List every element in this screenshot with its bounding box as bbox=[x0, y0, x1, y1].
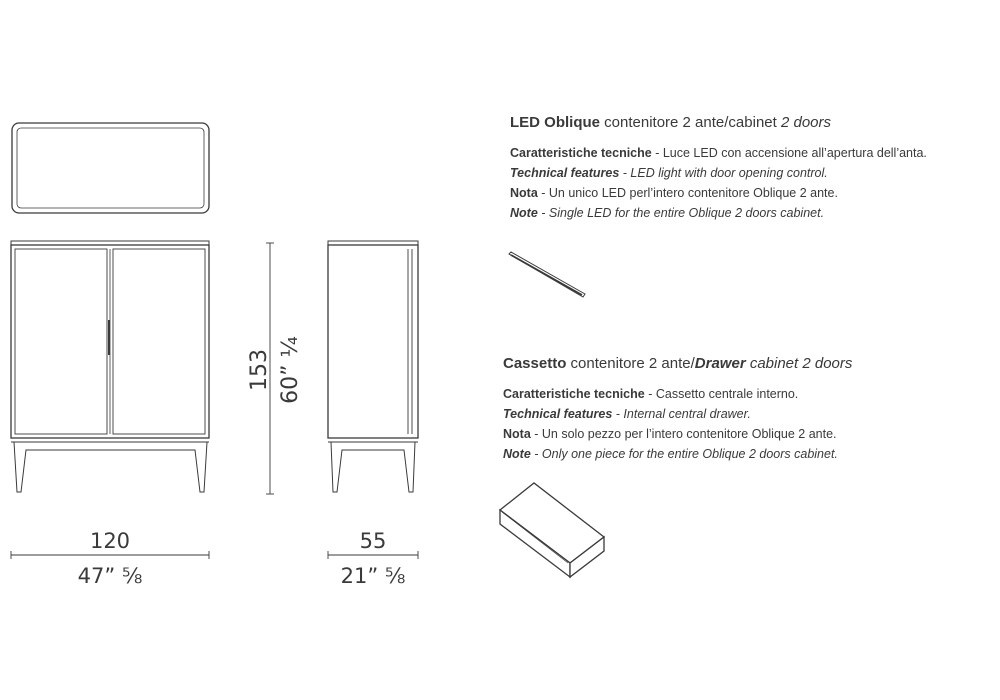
drawer-spec-label: Caratteristiche tecniche bbox=[503, 387, 645, 401]
led-spec-line bbox=[510, 163, 927, 183]
led-spec-line bbox=[510, 183, 927, 203]
cabinet-front-view bbox=[11, 241, 209, 492]
width-in-label: 47” ⅝ bbox=[77, 564, 143, 588]
drawer-title-bold: Cassetto bbox=[503, 355, 567, 372]
led-spec-text: - Un unico LED perl’intero contenitore Oblique 2 ante. bbox=[537, 186, 838, 200]
drawer-title-rest: contenitore 2 ante/ bbox=[566, 355, 695, 372]
drawer-spec-label: Technical features bbox=[503, 407, 613, 421]
drawer-spec-label: Nota bbox=[503, 427, 531, 441]
cabinet-top-view bbox=[12, 123, 209, 213]
led-title-rest: contenitore 2 ante/cabinet bbox=[600, 114, 781, 131]
height-in-label: 60” ¼ bbox=[278, 336, 303, 404]
led-spec-text: - Single LED for the entire Oblique 2 doors cabinet. bbox=[537, 206, 825, 220]
led-spec-label: Technical features bbox=[510, 166, 620, 180]
led-spec-line bbox=[510, 203, 927, 223]
drawer-spec-line bbox=[503, 384, 852, 404]
led-section-title bbox=[510, 114, 927, 131]
drawer-section bbox=[503, 355, 852, 464]
led-section bbox=[510, 114, 927, 223]
led-title-bold: LED Oblique bbox=[510, 114, 600, 131]
drawer-spec-text: - Only one piece for the entire Oblique 2 doors cabinet. bbox=[530, 447, 838, 461]
drawer-title-bold-italic: Drawer bbox=[694, 355, 746, 372]
width-cm-label: 120 bbox=[89, 529, 131, 553]
drawer-spec-text: - Internal central drawer. bbox=[612, 407, 751, 421]
led-spec-label: Caratteristiche tecniche bbox=[510, 146, 652, 160]
drawer-spec-label: Note bbox=[503, 447, 531, 461]
drawer-spec-line bbox=[503, 444, 852, 464]
drawer-section-title bbox=[503, 355, 852, 372]
led-spec-label: Note bbox=[510, 206, 538, 220]
led-spec-line bbox=[510, 143, 927, 163]
drawer-title-italic: cabinet 2 doors bbox=[745, 355, 853, 372]
led-strip-illustration bbox=[509, 252, 585, 297]
led-title-italic: 2 doors bbox=[780, 114, 832, 131]
drawer-illustration bbox=[500, 483, 604, 577]
led-spec-label: Nota bbox=[510, 186, 538, 200]
drawer-spec-text: - Cassetto centrale interno. bbox=[644, 387, 799, 401]
height-cm-label: 153 bbox=[247, 349, 272, 391]
drawer-spec-line bbox=[503, 404, 852, 424]
depth-in-label: 21” ⅝ bbox=[340, 564, 406, 588]
led-spec-text: - Luce LED con accensione all’apertura dell’anta. bbox=[651, 146, 927, 160]
cabinet-side-view bbox=[328, 241, 418, 492]
drawer-spec-line bbox=[503, 424, 852, 444]
depth-cm-label: 55 bbox=[359, 529, 387, 553]
drawer-spec-text: - Un solo pezzo per l’intero contenitore Oblique 2 ante. bbox=[530, 427, 837, 441]
led-spec-text: - LED light with door opening control. bbox=[619, 166, 828, 180]
